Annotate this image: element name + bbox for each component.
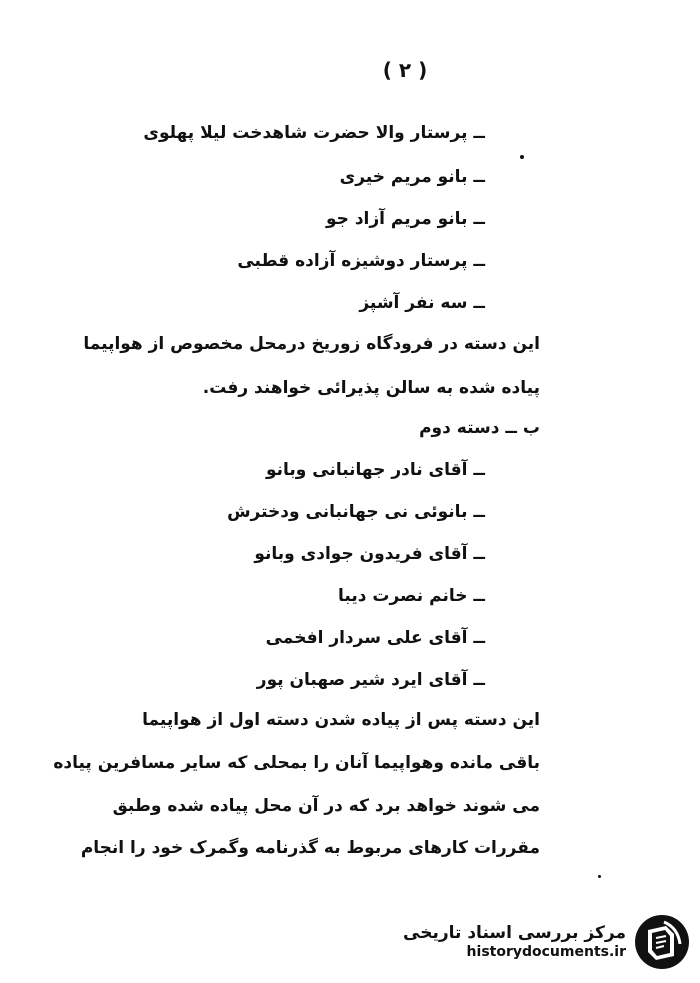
ink-speck	[520, 155, 524, 159]
watermark	[403, 913, 690, 971]
page-number: ( ٢ )	[382, 58, 428, 82]
list-a-item-2: ــ بانو مریم خیری	[339, 167, 485, 187]
list-b-item-2: ــ بانوئی نی جهانبانی ودخترش	[227, 502, 485, 522]
paragraph-2-line-3: می شوند خواهد برد که در آن محل پیاده شده وطبق	[112, 796, 540, 816]
ink-speck	[598, 875, 601, 878]
paragraph-2-line-2: باقی مانده وهواپیما آنان را بمحلی که سایر مسافرین پیاده	[53, 753, 540, 773]
list-b-item-3: ــ آقای فریدون جوادی وبانو	[254, 544, 485, 564]
document-archive-logo-icon	[634, 914, 690, 970]
paragraph-2-line-1: این دسته پس از پیاده شدن دسته اول از هواپیما	[142, 710, 540, 730]
watermark-text	[403, 924, 626, 960]
list-a-item-5: ــ سه نفر آشپز	[359, 293, 485, 313]
list-b-item-1: ــ آقای نادر جهانبانی وبانو	[265, 460, 485, 480]
paragraph-1-line-1: این دسته در فرودگاه زوریخ درمحل مخصوص از هواپیما	[83, 334, 540, 354]
list-a-item-3: ــ بانو مریم آزاد جو	[326, 209, 485, 229]
watermark-persian-title: مرکز بررسی اسناد تاریخی	[403, 923, 626, 944]
list-b-item-6: ــ آقای ایرد شیر صهبان پور	[256, 670, 485, 690]
watermark-url: historydocuments.ir	[466, 943, 626, 960]
paragraph-1-line-2: پیاده شده به سالن پذیرائی خواهند رفت.	[202, 378, 540, 398]
list-a-item-1: ــ پرستار والا حضرت شاهدخت لیلا پهلوی	[143, 123, 485, 143]
section-b-heading: ب ــ دسته دوم	[419, 418, 540, 438]
list-b-item-5: ــ آقای علی سردار افخمی	[265, 628, 485, 648]
list-b-item-4: ــ خانم نصرت دیبا	[338, 586, 485, 606]
paragraph-2-line-4: مقررات کارهای مربوط به گذرنامه وگمرک خود را انجام	[80, 838, 540, 858]
list-a-item-4: ــ پرستار دوشیزه آزاده قطبی	[237, 251, 485, 271]
